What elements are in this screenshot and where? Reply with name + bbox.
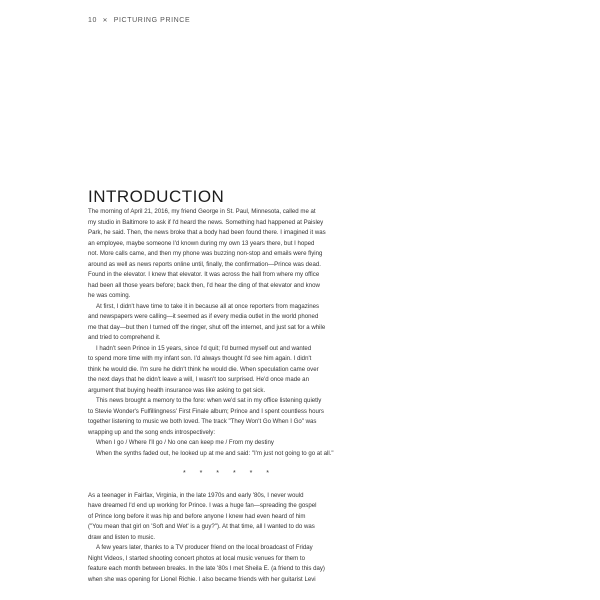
text-line: I hadn't seen Prince in 15 years, since I'd quit; I'd burned myself out and wanted [96,344,312,352]
text-line: when she was opening for Lionel Richie. I also became friends with her guitarist Levi [88,575,316,583]
text-line: together listening to music we both loved. The track "They Won't Go When I Go" was [88,418,317,425]
text-line: draw and listen to music. [88,533,156,541]
page-number: 10 [88,17,97,24]
paragraph [88,396,370,438]
text-line: to spend more time with my infant son. I'd always thought I'd see him again. I didn't [88,355,312,362]
text-line: the next days that he didn't leave a will, I wasn't too surprised. He'd once made an [88,376,309,383]
text-line: At first, I didn't have time to take it in because all at once reporters from magazines [96,302,320,310]
text-line: my studio in Baltimore to ask if I'd heard the news. Something had happened at Paisley [88,218,324,226]
paragraph [88,207,370,302]
text-line: This news brought a memory to the fore: when we'd sat in my office listening quietly [96,397,322,404]
paragraph [88,302,370,344]
body-text [88,207,370,585]
book-title: PICTURING PRINCE [113,17,191,24]
text-line: think he would die. I'm sure he didn't think he would die. When speculation came over [88,365,319,373]
section-divider: * * * * * * [182,470,276,477]
text-line: have dreamed I'd end up working for Prince. I was a huge fan—spreading the gospel [88,502,317,509]
text-line: feature each month between breaks. In the late '80s I met Sheila E. (a friend to this day) [88,565,325,572]
text-line: he was coming. [88,292,131,299]
text-line: Night Videos, I started shooting concert photos at local music venues for them to [88,554,306,562]
chapter-title: INTRODUCTION [88,187,225,207]
text-line: A few years later, thanks to a TV producer friend on the local broadcast of Friday [96,544,313,551]
text-line: and newspapers were calling—it seemed as if every media outlet in the world phoned [88,313,319,320]
separator-icon: ✕ [102,18,109,24]
text-line: of Prince long before it was hip and before anyone I knew had even heard of him [88,512,306,520]
text-line: As a teenager in Fairfax, Virginia, in the late 1970s and early '80s, I never would [88,491,304,499]
text-line: and tried to comprehend it. [88,334,161,341]
paragraph [88,491,370,544]
text-line: around as well as news reports online until, finally, the confirmation—Prince was dead. [88,260,321,268]
text-line: ("You mean that girl on 'Soft and Wet' is a guy?"). At that time, all I wanted to do was [88,523,315,530]
text-line: The morning of April 21, 2016, my friend George in St. Paul, Minnesota, called me at [88,208,316,215]
paragraph [88,344,370,397]
running-head [88,17,190,24]
paragraph [88,449,370,460]
paragraph [88,543,370,585]
text-line: When the synths faded out, he looked up at me and said: "I'm just not going to go at all." [96,449,334,457]
text-line: me that day—but then I turned off the ringer, shut off the internet, and just sat for a while [88,323,326,331]
lyrics-quote [88,438,370,449]
text-line: not. More calls came, and then my phone was buzzing non-stop and emails were flying [88,250,323,257]
text-line: Found in the elevator. I knew that elevator. It was across the hall from where my office [88,271,320,278]
text-line: an employee, maybe someone I'd known during my own 13 years there, but I hoped [88,239,315,247]
text-line: wrapping up and the song ends introspectively: [88,428,216,436]
text-line: had been all those years before; back then, I'd hear the ding of that elevator and know [88,281,320,289]
text-line: to Stevie Wonder's Fulfillingness' First Finale album; Prince and I spent countless hours [88,407,324,415]
text-line: Park, he said. Then, the news broke that a body had been found there. I imagined it was [88,229,326,236]
text-line: argument that buying health insurance was like asking to get sick. [88,386,266,394]
text-line: When I go / Where I'll go / No one can keep me / From my destiny [96,439,274,446]
